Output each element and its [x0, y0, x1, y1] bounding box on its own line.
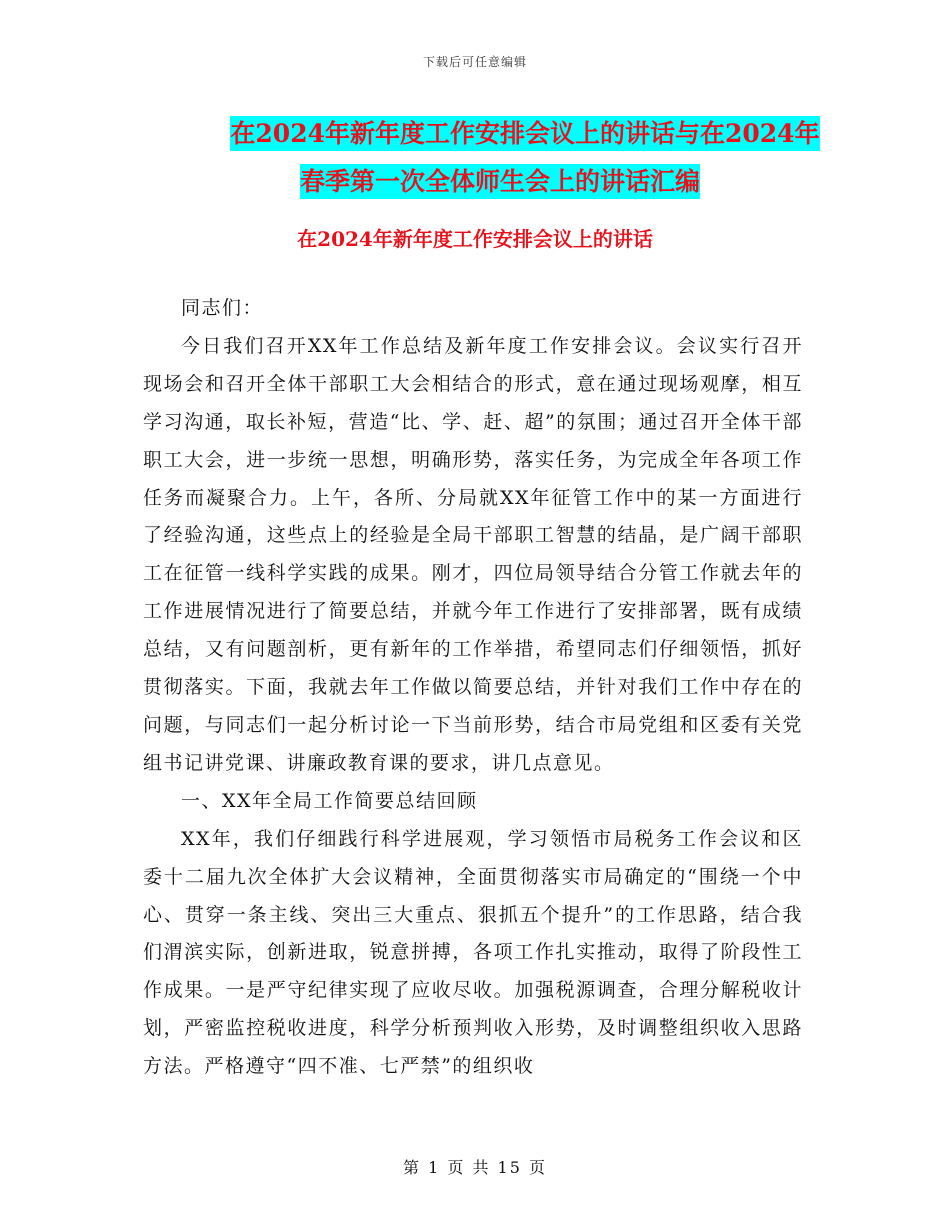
header-note: 下载后可任意编辑 — [422, 55, 527, 69]
document-title — [150, 110, 850, 206]
title-line-2: 春季第一次全体师生会上的讲话汇编 — [300, 164, 700, 199]
section-title: 在2024年新年度工作安排会议上的讲话 — [297, 227, 653, 251]
subheading: 一、XX年全局工作简要总结回顾 — [181, 789, 478, 812]
document-body — [143, 290, 803, 1086]
page-number: 第 1 页 共 15 页 — [403, 1158, 547, 1177]
paragraph: XX年，我们仔细践行科学进展观，学习领悟市局税务工作会议和区委十二届九次全体扩大会议精神，全面贯彻落实市局确定的“围绕一个中心、贯穿一条主线、突出三大重点、狠抓五个提升”的工作思路，结合我们渭滨实际，创新进取，锐意拼搏，各项工作扎实推动，取得了阶段性工作成果。一是严守纪律实现了应收尽收。加强税源调查，合理分解税收计划，严密监控税收进度，科学分析预判收入形势，及时调整组织收入思路方法。严格遵守“四不准、七严禁”的组织收 — [143, 827, 803, 1078]
title-line-1: 在2024年新年度工作安排会议上的讲话与在2024年 — [230, 116, 819, 151]
paragraph: 今日我们召开XX年工作总结及新年度工作安排会议。会议实行召开现场会和召开全体干部职工大会相结合的形式，意在通过现场观摩，相互学习沟通，取长补短，营造“比、学、赶、超”的氛围；通过召开全体干部职工大会，进一步统一思想，明确形势，落实任务，为完成全年各项工作任务而凝聚合力。上午，各所、分局就XX年征管工作中的某一方面进行了经验沟通，这些点上的经验是全局干部职工智慧的结晶，是广阔干部职工在征管一线科学实践的成果。刚才，四位局领导结合分管工作就去年的工作进展情况进行了简要总结，并就今年工作进行了安排部署，既有成绩总结，又有问题剖析，更有新年的工作举措，希望同志们仔细领悟，抓好贯彻落实。下面，我就去年工作做以简要总结，并针对我们工作中存在的问题，与同志们一起分析讨论一下当前形势，结合市局党组和区委有关党组书记讲党课、讲廉政教育课的要求，讲几点意见。 — [143, 334, 803, 774]
salutation: 同志们： — [181, 297, 264, 319]
